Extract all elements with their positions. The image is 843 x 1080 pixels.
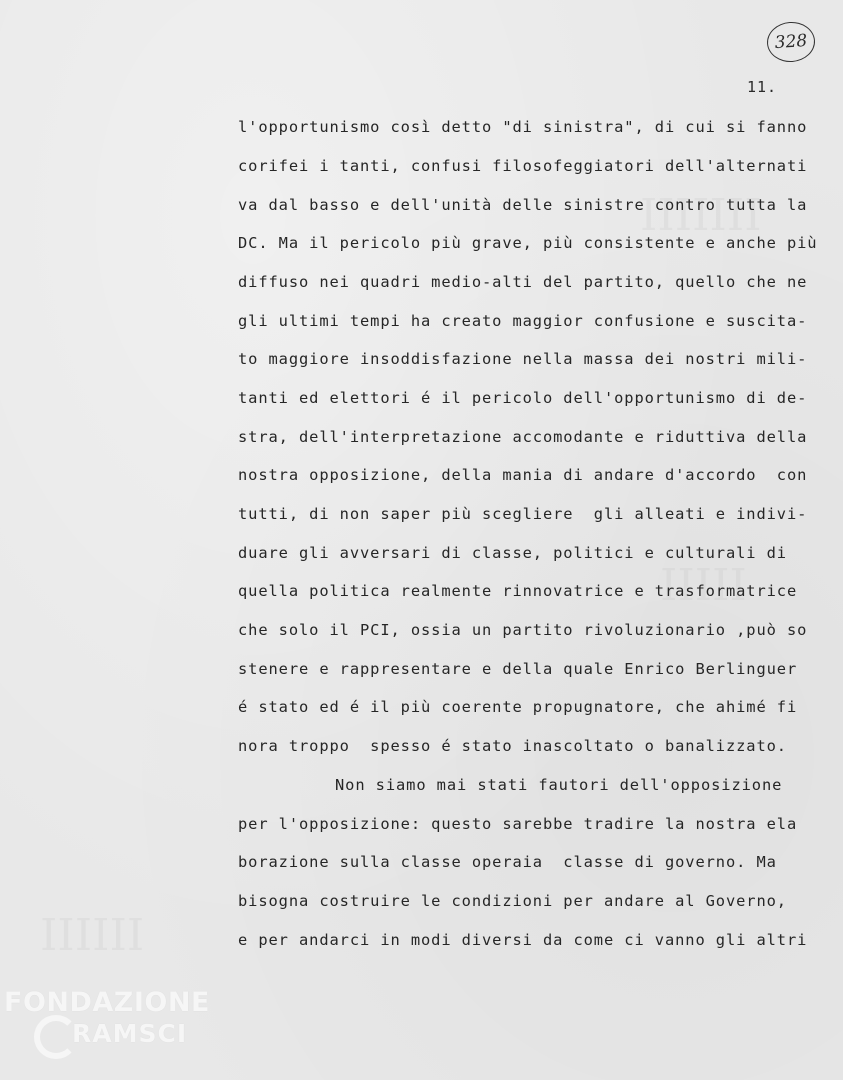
text-line: quella politica realmente rinnovatrice e trasformatrice — [238, 582, 798, 600]
text-line: Non siamo mai stati fautori dell'opposizione — [335, 776, 783, 794]
text-line: nostra opposizione, della mania di andare d'accordo con — [238, 466, 808, 484]
text-line: e per andarci in modi diversi da come ci vanno gli altri — [238, 931, 808, 949]
bleed-through — [40, 910, 144, 961]
text-line: stenere e rappresentare e della quale Enrico Berlinguer — [238, 660, 798, 678]
text-line: to maggiore insoddisfazione nella massa dei nostri mili- — [238, 350, 808, 368]
text-line: che solo il PCI, ossia un partito rivoluzionario ,può so — [238, 621, 808, 639]
text-line: gli ultimi tempi ha creato maggior confusione e suscita- — [238, 312, 808, 330]
fondazione-gramsci-watermark — [0, 985, 210, 1065]
text-line: tanti ed elettori é il pericolo dell'opportunismo di de- — [238, 389, 808, 407]
text-line: tutti, di non saper più scegliere gli alleati e indivi- — [238, 505, 808, 523]
text-line: corifei i tanti, confusi filosofeggiatori dell'alternati — [238, 157, 808, 175]
text-line: DC. Ma il pericolo più grave, più consistente e anche più — [238, 234, 818, 252]
text-line: l'opportunismo così detto "di sinistra", di cui si fanno — [238, 118, 808, 136]
text-line: va dal basso e dell'unità delle sinistre contro tutta la — [238, 196, 808, 214]
text-line: per l'opposizione: questo sarebbe tradire la nostra ela — [238, 815, 798, 833]
archive-number: 328 — [774, 30, 808, 54]
text-line: é stato ed é il più coerente propugnatore, che ahimé fi — [238, 698, 798, 716]
watermark-line-1: FONDAZIONE — [4, 987, 210, 1018]
text-line: bisogna costruire le condizioni per andare al Governo, — [238, 892, 787, 910]
text-line: diffuso nei quadri medio-alti del partito, quello che ne — [238, 273, 808, 291]
archive-page-stamp — [766, 20, 817, 63]
text-line: duare gli avversari di classe, politici e culturali di — [238, 544, 787, 562]
page-number: 11. — [747, 78, 778, 96]
text-line: stra, dell'interpretazione accomodante e riduttiva della — [238, 428, 808, 446]
text-line: borazione sulla classe operaia classe di governo. Ma — [238, 853, 777, 871]
watermark-line-2: RAMSCI — [72, 1019, 188, 1048]
text-line: nora troppo spesso é stato inascoltato o banalizzato. — [238, 737, 787, 755]
